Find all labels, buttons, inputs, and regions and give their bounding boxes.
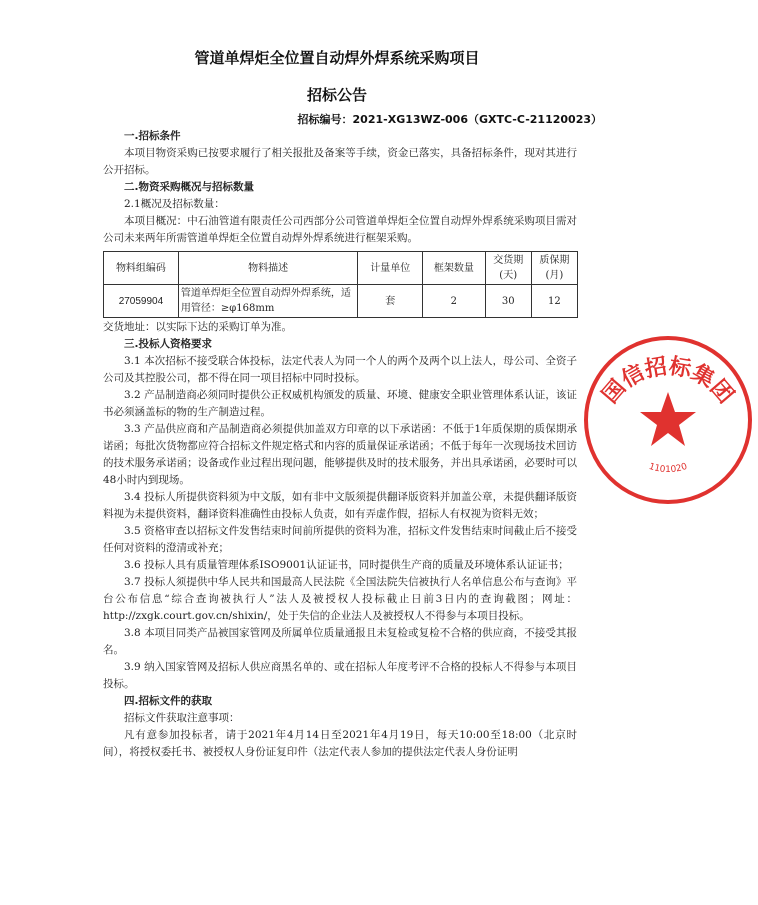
list-item: 3.3 产品供应商和产品制造商必须提供加盖双方印章的以下承诺函：不低于1年质保期的质保期承诺函；每批次货物都应符合招标文件规定格式和内容的质量保证承诺函；不低于每年一次现场技术回访的技术服务承诺函；设备或作业过程出现问题，能够提供及时的技术服务，并出具承诺函，必要时可以48小时内到现场。 [103, 423, 577, 486]
section1-heading: 一.招标条件 [124, 130, 181, 142]
list-item: 3.7 投标人须提供中华人民共和国最高人民法院《全国法院失信被执行人名单信息公布与查询》平台公布信息“综合查询被执行人”法人及被授权人投标截止日前3日内的查询截图；网址： http://zxgk.court.gov.cn/shixin/，处于失信的企业法人及被授权人不得参与本项目投标。 [103, 576, 577, 622]
section3-heading: 三.投标人资格要求 [124, 338, 212, 350]
list-item: 3.4 投标人所提供资料须为中文版，如有非中文版须提供翻译版资料并加盖公章，未提供翻译版资料视为未提供资料，翻译资料准确性由投标人负责，如有弄虚作假，招标人有权视为资料无效； [103, 491, 577, 520]
table-cell: 管道单焊炬全位置自动焊外焊系统，适用管径：≥φ168mm [178, 285, 358, 318]
table-header-cell: 物料描述 [178, 252, 358, 285]
table-cell: 30 [485, 285, 531, 318]
section2-heading: 二.物资采购概况与招标数量 [124, 181, 254, 193]
seal-text: 国信招标集团 [597, 354, 739, 409]
items-table [103, 251, 578, 318]
list-item: 3.5 资格审查以招标文件发售结束时间前所提供的资料为准，招标文件发售结束时间截止后不接受任何对资料的澄清或补充； [103, 525, 577, 554]
delivery-address: 交货地址：以实际下达的采购订单为准。 [103, 321, 292, 333]
document-title: 管道单焊炬全位置自动焊外焊系统采购项目 [194, 49, 480, 67]
section4-heading: 四.招标文件的获取 [124, 695, 212, 707]
table-header-row [104, 252, 578, 285]
list-item: 3.2 产品制造商必须同时提供公正权威机构颁发的质量、环境、健康安全职业管理体系认证，该证书必须涵盖标的物的生产制造过程。 [103, 389, 577, 418]
section2-overview: 本项目概况：中石油管道有限责任公司西部分公司管道单焊炬全位置自动焊外焊系统采购项目需对公司未来两年所需管道单焊炬全位置自动焊外焊系统进行框架采购。 [103, 215, 577, 244]
table-cell: 27059904 [104, 285, 179, 318]
list-item: 3.9 纳入国家管网及招标人供应商黑名单的、或在招标人年度考评不合格的投标人不得参与本项目投标。 [103, 661, 577, 690]
table-header-cell: 物料组编码 [104, 252, 179, 285]
seal-number: 1101020 [647, 461, 689, 476]
table-header-cell: 计量单位 [358, 252, 423, 285]
section4-text: 凡有意参加投标者，请于2021年4月14日至2021年4月19日，每天10:00至18:00（北京时间），将授权委托书、被授权人身份证复印件（法定代表人参加的提供法定代表人身份证明 [103, 729, 577, 758]
table-header-cell: 框架数量 [423, 252, 486, 285]
table-header-cell: 质保期(月) [531, 252, 577, 285]
section1-text: 本项目物资采购已按要求履行了相关报批及备案等手续，资金已落实，具备招标条件，现对其进行公开招标。 [103, 147, 577, 176]
table-row [104, 285, 578, 318]
seal-star-icon [640, 392, 696, 446]
table-cell: 2 [423, 285, 486, 318]
section4-note: 招标文件获取注意事项： [124, 712, 240, 724]
table-header-cell: 交货期(天) [485, 252, 531, 285]
list-item: 3.6 投标人具有质量管理体系ISO9001认证证书，同时提供生产商的质量及环境体系认证证书； [124, 559, 569, 571]
notice-number: 招标编号：2021-XG13WZ-006（GXTC-C-21120023） [297, 113, 602, 126]
document-subtitle: 招标公告 [306, 86, 367, 104]
list-item: 3.1 本次招标不接受联合体投标，法定代表人为同一个人的两个及两个以上法人，母公司、全资子公司及其控股公司，都不得在同一项目招标中同时投标。 [103, 355, 577, 384]
document-body [103, 128, 577, 761]
table-cell: 12 [531, 285, 577, 318]
list-item: 3.8 本项目同类产品被国家管网及所属单位质量通报且未复检或复检不合格的供应商，不接受其报名。 [103, 627, 577, 656]
table-cell: 套 [358, 285, 423, 318]
section2-sub: 2.1概况及招标数量： [124, 198, 225, 210]
company-seal-stamp [578, 330, 758, 510]
